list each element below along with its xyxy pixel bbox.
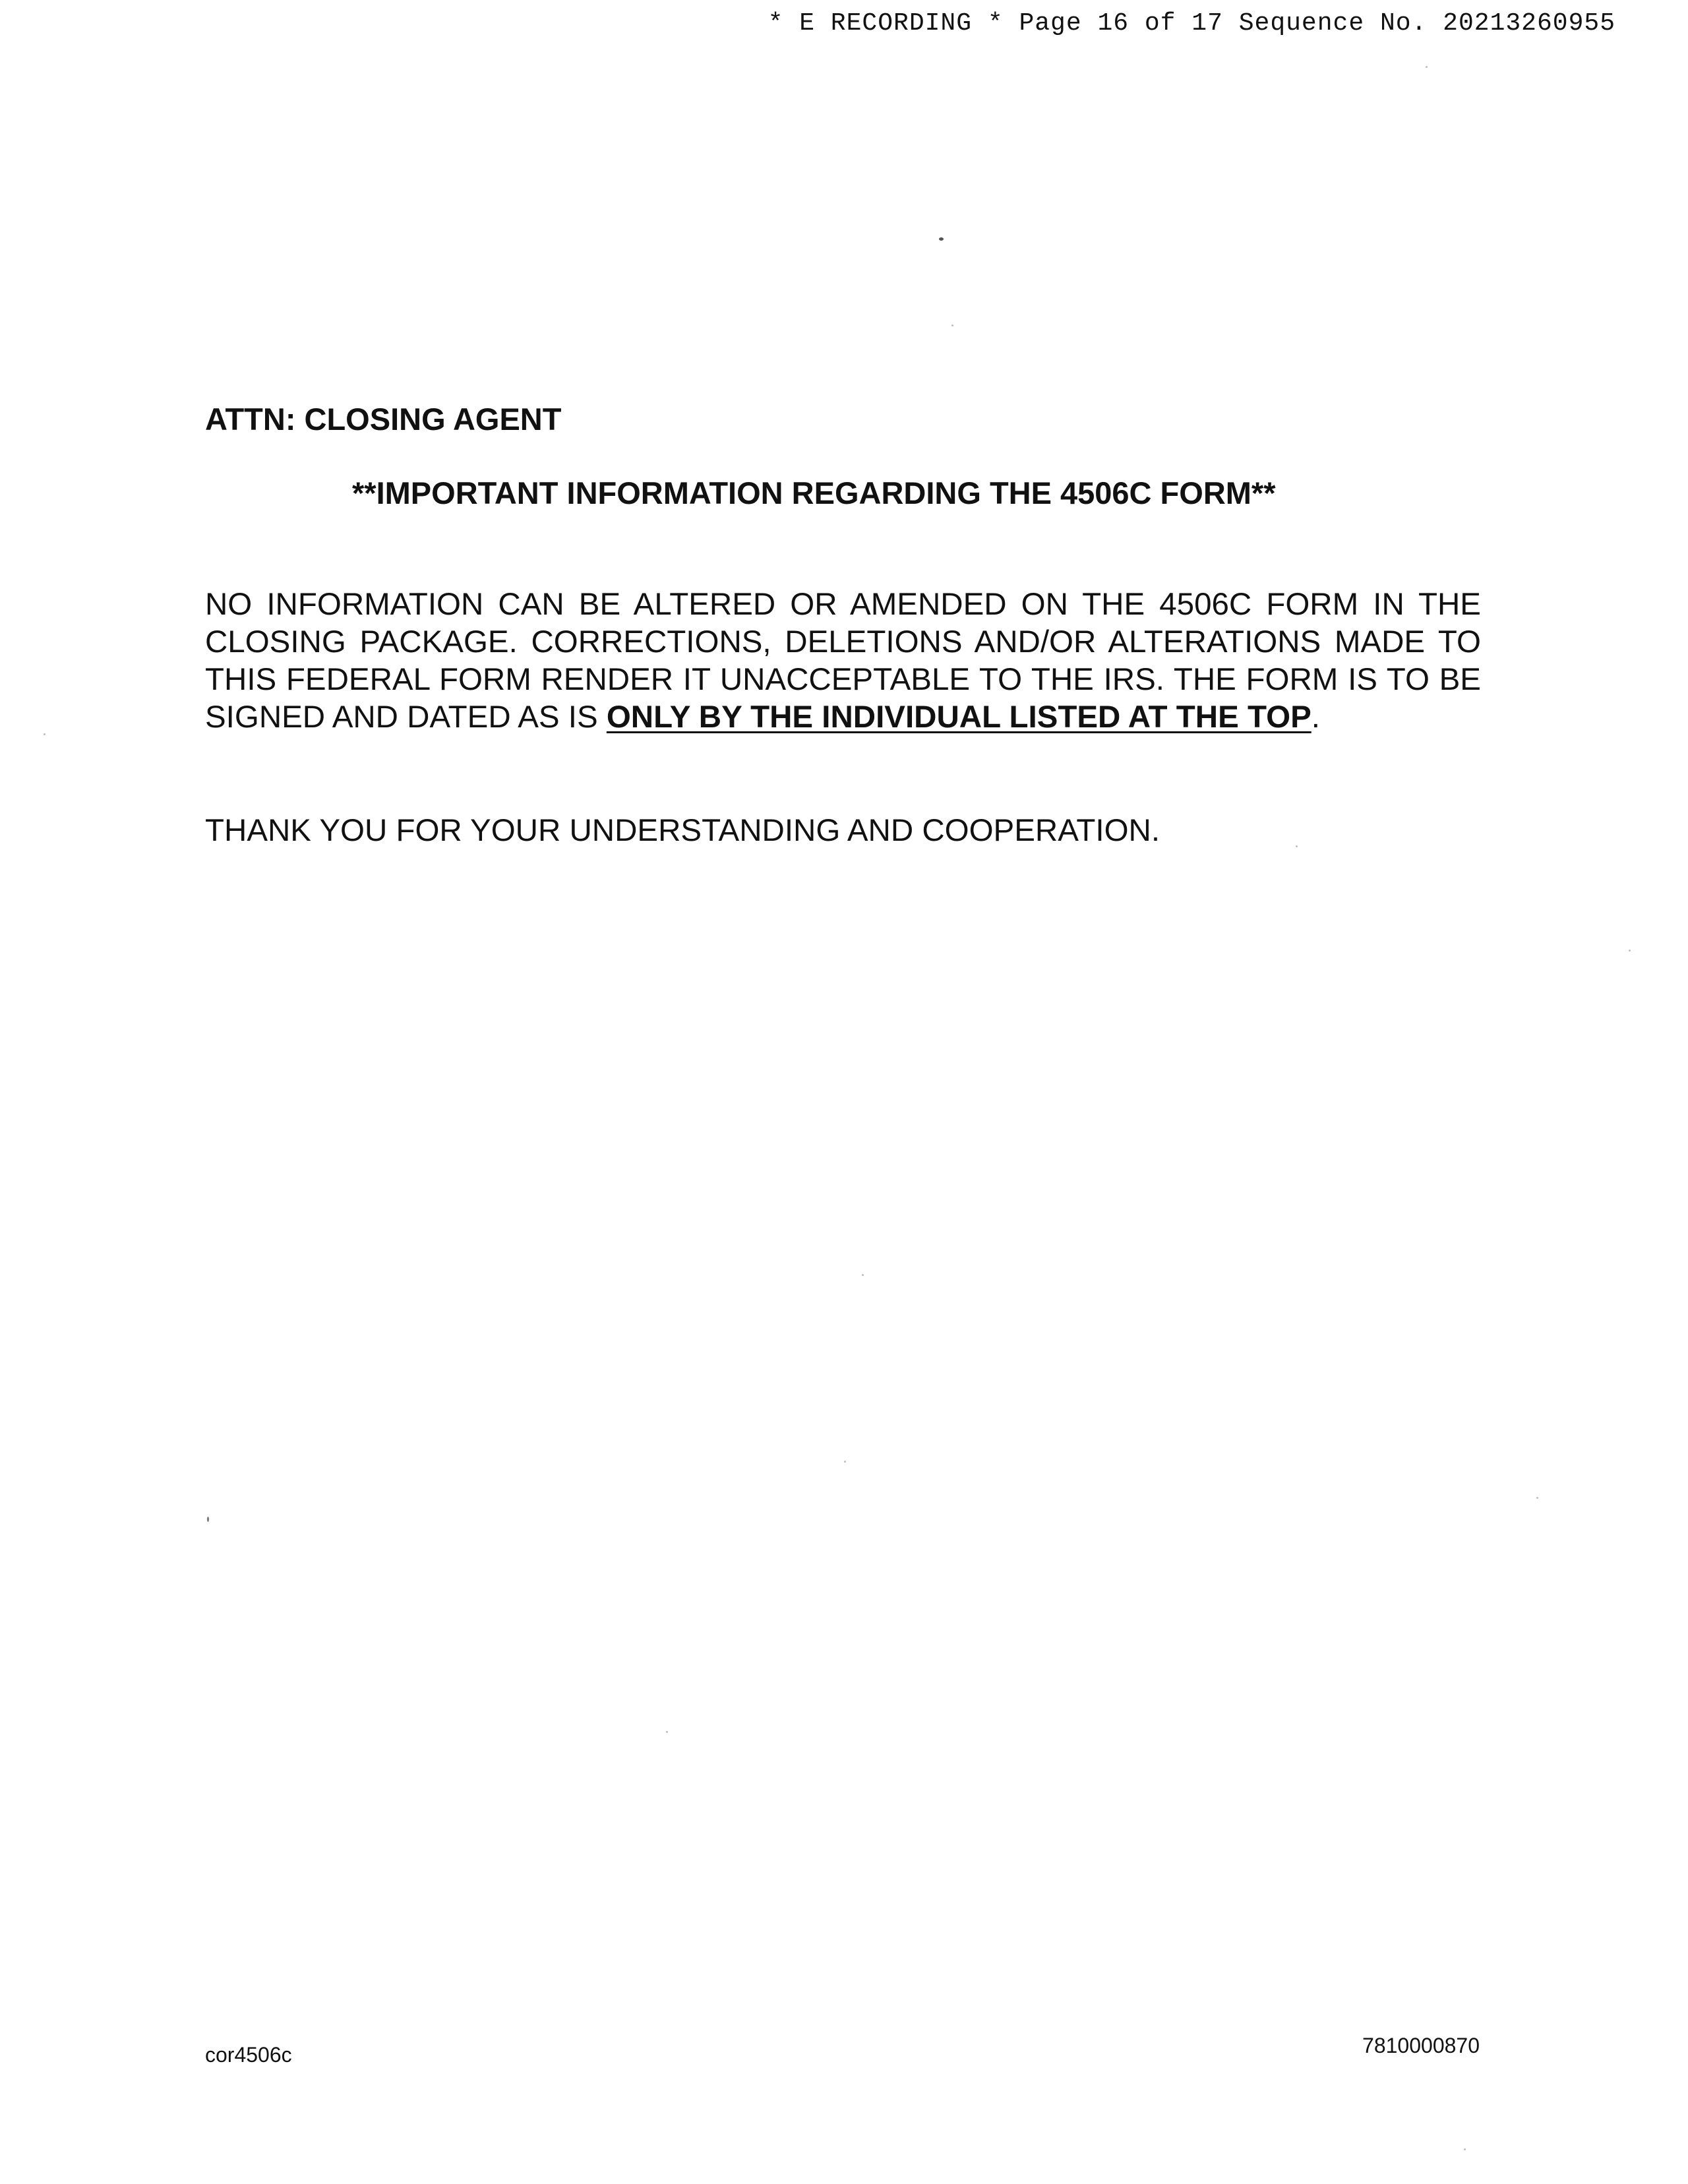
scan-speck: [1629, 950, 1631, 952]
scan-speck: [1464, 2148, 1466, 2150]
notice-body-text: NO INFORMATION CAN BE ALTERED OR AMENDED ON THE 4506C FORM IN THE CLOSING PACKAGE. CORRECTIONS, DELETIONS AND/OR ALTERATIONS MADE TO THIS FEDERAL FORM RENDER IT UNACCEPTABLE TO THE IRS. THE FORM IS TO BE SIGNED AND DATED AS IS: [205, 587, 1481, 735]
important-heading: **IMPORTANT INFORMATION REGARDING THE 4506C FORM**: [352, 475, 1276, 510]
scan-speck: [1296, 845, 1298, 847]
form-code: cor4506c: [205, 2043, 292, 2067]
notice-body: [205, 586, 1481, 736]
scan-speck: [207, 1517, 209, 1522]
scan-speck: [862, 1274, 864, 1276]
scan-speck: [666, 1731, 668, 1733]
scan-speck: [1426, 66, 1428, 68]
thank-you-line: THANK YOU FOR YOUR UNDERSTANDING AND COOPERATION.: [205, 813, 1160, 848]
scan-speck: [1536, 1497, 1538, 1499]
scan-speck: [951, 324, 953, 326]
notice-body-end: .: [1311, 700, 1320, 735]
document-number: 7810000870: [1362, 2034, 1480, 2057]
attn-heading: ATTN: CLOSING AGENT: [205, 402, 562, 437]
scan-speck: [844, 1461, 846, 1463]
recording-header: * E RECORDING * Page 16 of 17 Sequence No. 20213260955: [768, 9, 1615, 38]
scan-speck: [44, 733, 45, 735]
scan-speck: [939, 237, 944, 241]
notice-body-emphasis: ONLY BY THE INDIVIDUAL LISTED AT THE TOP: [606, 700, 1311, 735]
